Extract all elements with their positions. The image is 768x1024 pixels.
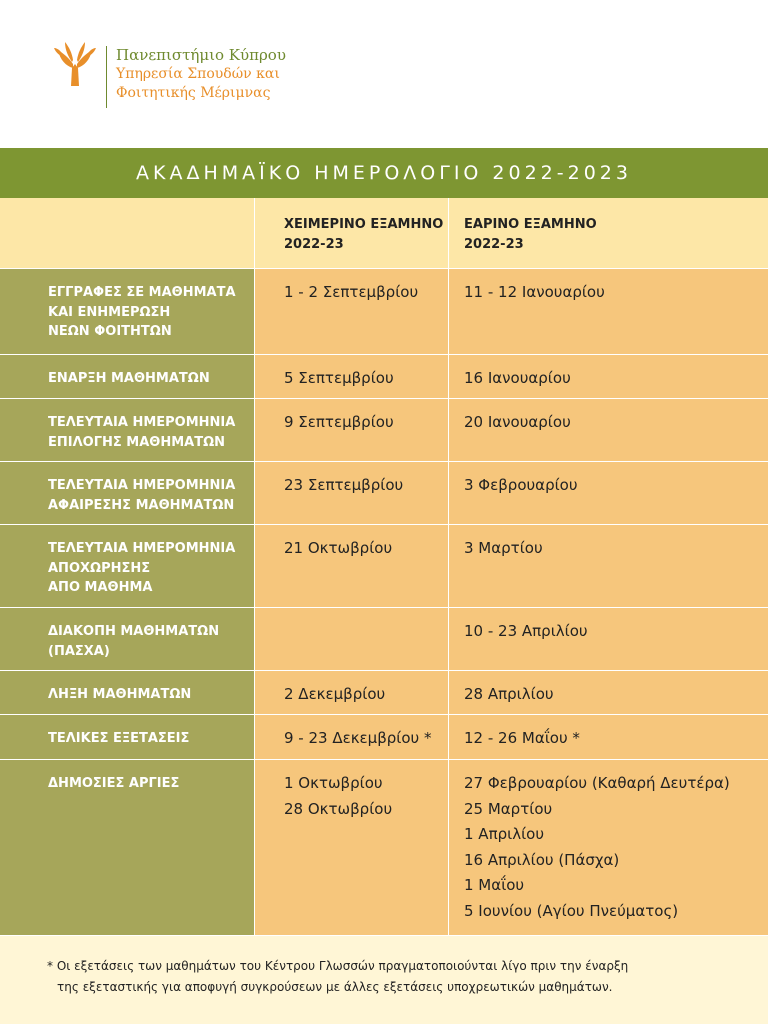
- calendar-title: ΑΚΑΔΗΜΑΪΚΟ ΗΜΕΡΟΛΟΓΙΟ 2022-2023: [0, 148, 768, 198]
- winter-date: 23 Σεπτεμβρίου: [284, 476, 404, 494]
- row-label-cell: [0, 462, 255, 524]
- spring-date-cell: [449, 760, 768, 935]
- winter-date: 1 - 2 Σεπτεμβρίου: [284, 283, 419, 301]
- winter-date: 9 - 23 Δεκεμβρίου *: [284, 729, 432, 747]
- winter-date-cell: [255, 715, 449, 759]
- winter-date: 21 Οκτωβρίου: [284, 539, 393, 557]
- spring-date-cell: [449, 608, 768, 670]
- row-label-cell: [0, 608, 255, 670]
- winter-date-cell: [255, 269, 449, 354]
- row-label-cell: [0, 399, 255, 461]
- spring-date: 3 Φεβρουαρίου: [464, 476, 578, 494]
- row-label: ΑΠΟΧΩΡΗΣΗΣ: [48, 560, 151, 576]
- page-header: [0, 0, 768, 148]
- row-label-cell: [0, 355, 255, 398]
- spring-date: 10 - 23 Απριλίου: [464, 622, 588, 640]
- winter-date-cell: [255, 671, 449, 714]
- row-label-cell: [0, 269, 255, 354]
- logo-separator: [106, 46, 107, 108]
- row-label-cell: [0, 671, 255, 714]
- row-label: ΤΕΛΕΥΤΑΙΑ ΗΜΕΡΟΜΗΝΙΑ: [48, 541, 236, 556]
- row-label: ΤΕΛΕΥΤΑΙΑ ΗΜΕΡΟΜΗΝΙΑ: [48, 415, 236, 430]
- spring-date: 3 Μαρτίου: [464, 539, 543, 557]
- footnote-line2: της εξεταστικής για αποφυγή συγκρούσεων με άλλες εξετάσεις υποχρεωτικών μαθημάτων.: [57, 980, 613, 994]
- row-label: ΤΕΛΙΚΕΣ ΕΞΕΤΑΣΕΙΣ: [48, 731, 190, 746]
- table-row: [0, 462, 768, 525]
- row-label: ΛΗΞΗ ΜΑΘΗΜΑΤΩΝ: [48, 687, 192, 702]
- winter-date: 28 Οκτωβρίου: [284, 799, 393, 818]
- row-label: ΕΠΙΛΟΓΗΣ ΜΑΘΗΜΑΤΩΝ: [48, 434, 226, 450]
- row-label: ΝΕΩΝ ΦΟΙΤΗΤΩΝ: [48, 324, 172, 339]
- university-tree-logo-icon: [52, 40, 98, 88]
- row-label: ΑΦΑΙΡΕΣΗΣ ΜΑΘΗΜΑΤΩΝ: [48, 497, 235, 513]
- logo-text: [116, 46, 286, 103]
- winter-date-cell: [255, 355, 449, 398]
- spring-date: 1 Μαΐου: [464, 876, 525, 894]
- row-label: (ΠΑΣΧΑ): [48, 643, 110, 659]
- spring-date: 25 Μαρτίου: [464, 799, 553, 818]
- calendar-table: [0, 198, 768, 936]
- spring-date: 1 Απριλίου: [464, 825, 545, 843]
- winter-date-cell: [255, 760, 449, 935]
- spring-date-cell: [449, 525, 768, 607]
- header-spring-semester: [449, 198, 768, 268]
- header-winter-line: 2022-23: [284, 237, 344, 252]
- spring-date: 16 Ιανουαρίου: [464, 369, 571, 387]
- winter-date: 5 Σεπτεμβρίου: [284, 369, 394, 387]
- university-name: Πανεπιστήμιο Κύπρου: [116, 46, 286, 64]
- spring-date: 28 Απριλίου: [464, 685, 554, 703]
- row-label: ΚΑΙ ΕΝΗΜΕΡΩΣΗ: [48, 304, 171, 320]
- footnote-line1: * Οι εξετάσεις των μαθημάτων του Κέντρου Γλωσσών πραγματοποιούνται λίγο πριν την έναρξη: [47, 959, 629, 973]
- table-row: [0, 355, 768, 399]
- table-row: [0, 525, 768, 608]
- header-spring-line: 2022-23: [464, 237, 524, 252]
- winter-date: 2 Δεκεμβρίου: [284, 685, 386, 703]
- spring-date-cell: [449, 715, 768, 759]
- header-winter-semester: [255, 198, 449, 268]
- table-row: [0, 671, 768, 715]
- spring-date: 12 - 26 Μαΐου *: [464, 729, 580, 747]
- spring-date: 20 Ιανουαρίου: [464, 413, 571, 431]
- row-label: ΑΠΟ ΜΑΘΗΜΑ: [48, 580, 153, 595]
- service-name-line2: Φοιτητικής Μέριμνας: [116, 85, 271, 101]
- table-row: [0, 760, 768, 936]
- winter-date: 9 Σεπτεμβρίου: [284, 413, 394, 431]
- header-empty-cell: [0, 198, 255, 268]
- spring-date-cell: [449, 399, 768, 461]
- table-row: [0, 608, 768, 671]
- footnote: [0, 936, 768, 1024]
- header-winter-line: ΧΕΙΜΕΡΙΝΟ ΕΞΑΜΗΝΟ: [284, 217, 444, 232]
- spring-date: 16 Απριλίου (Πάσχα): [464, 850, 620, 869]
- winter-date-cell: [255, 525, 449, 607]
- spring-date-cell: [449, 671, 768, 714]
- row-label: ΔΗΜΟΣΙΕΣ ΑΡΓΙΕΣ: [48, 776, 180, 791]
- table-row: [0, 715, 768, 760]
- winter-date-cell: [255, 608, 449, 670]
- spring-date-cell: [449, 355, 768, 398]
- row-label: ΔΙΑΚΟΠΗ ΜΑΘΗΜΑΤΩΝ: [48, 624, 220, 639]
- spring-date-cell: [449, 462, 768, 524]
- spring-date: 27 Φεβρουαρίου (Καθαρή Δευτέρα): [464, 774, 730, 792]
- header-spring-line: ΕΑΡΙΝΟ ΕΞΑΜΗΝΟ: [464, 217, 597, 232]
- row-label: ΕΝΑΡΞΗ ΜΑΘΗΜΑΤΩΝ: [48, 371, 210, 386]
- row-label-cell: [0, 715, 255, 759]
- spring-date: 5 Ιουνίου (Αγίου Πνεύματος): [464, 901, 679, 920]
- table-header-row: [0, 198, 768, 269]
- spring-date-cell: [449, 269, 768, 354]
- row-label-cell: [0, 760, 255, 935]
- winter-date: 1 Οκτωβρίου: [284, 774, 383, 792]
- row-label-cell: [0, 525, 255, 607]
- row-label: ΕΓΓΡΑΦΕΣ ΣΕ ΜΑΘΗΜΑΤΑ: [48, 285, 236, 300]
- table-body: [0, 269, 768, 936]
- winter-date-cell: [255, 399, 449, 461]
- winter-date-cell: [255, 462, 449, 524]
- service-name-line1: Υπηρεσία Σπουδών και: [116, 66, 280, 82]
- table-row: [0, 399, 768, 462]
- table-row: [0, 269, 768, 355]
- spring-date: 11 - 12 Ιανουαρίου: [464, 283, 605, 301]
- row-label: ΤΕΛΕΥΤΑΙΑ ΗΜΕΡΟΜΗΝΙΑ: [48, 478, 236, 493]
